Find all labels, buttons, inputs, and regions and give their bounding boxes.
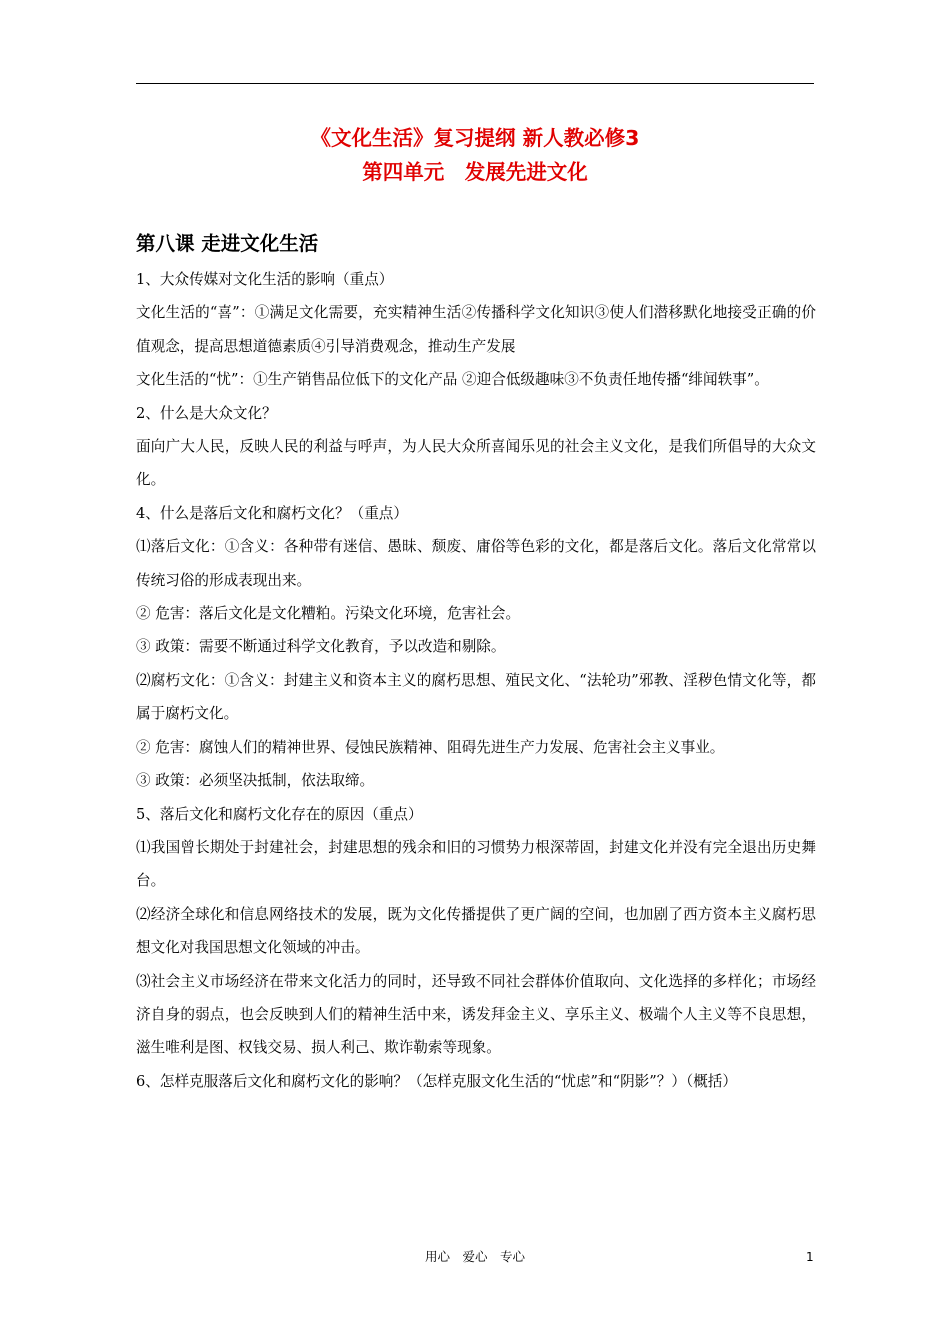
- paragraph: ② 危害：腐蚀人们的精神世界、侵蚀民族精神、阻碍先进生产力发展、危害社会主义事业。: [136, 738, 725, 756]
- paragraph: ② 危害：落后文化是文化糟粕。污染文化环境，危害社会。: [136, 605, 521, 623]
- paragraph: 1、大众传媒对文化生活的影响（重点）: [136, 271, 394, 288]
- paragraph: ③ 政策：必须坚决抵制，依法取缔。: [136, 772, 375, 790]
- paragraph: ⑶社会主义市场经济在带来文化活力的同时，还导致不同社会群体价值取向、文化选择的多样化；市场经济自身的弱点，也会反映到人们的精神生活中来，诱发拜金主义、享乐主义、极端个人主义等不良思想，滋生唯利是图、权钱交易、损人利己、欺诈勒索等现象。: [136, 972, 816, 1057]
- paragraph: 2、什么是大众文化？: [136, 404, 277, 422]
- paragraph: ⑴落后文化：①含义：各种带有迷信、愚昧、颓废、庸俗等色彩的文化，都是落后文化。落后文化常常以传统习俗的形成表现出来。: [136, 538, 816, 589]
- paragraph: ⑵腐朽文化：①含义：封建主义和资本主义的腐朽思想、殖民文化、“法轮功”邪教、淫秽色情文化等，都属于腐朽文化。: [136, 671, 816, 723]
- paragraph: 文化生活的“忧”：①生产销售品位低下的文化产品 ②迎合低级趣味③不负责任地传播“绯闻轶事”。: [136, 371, 769, 389]
- document-title: 《文化生活》复习提纲 新人教必修3: [310, 126, 640, 150]
- document-body: [136, 263, 816, 1098]
- paragraph: 6、怎样克服落后文化和腐朽文化的影响？（怎样克服文化生活的“忧虑”和“阴影”？）（概括）: [136, 1072, 737, 1090]
- unit-subtitle: 第四单元 发展先进文化: [362, 160, 588, 184]
- paragraph: ⑴我国曾长期处于封建社会，封建思想的残余和旧的习惯势力根深蒂固，封建文化并没有完全退出历史舞台。: [136, 838, 816, 890]
- paragraph: ③ 政策：需要不断通过科学文化教育，予以改造和剔除。: [136, 638, 506, 656]
- paragraph: ⑵经济全球化和信息网络技术的发展，既为文化传播提供了更广阔的空间，也加剧了西方资本主义腐朽思想文化对我国思想文化领域的冲击。: [136, 905, 816, 957]
- footer-motto: 用心 爱心 专心: [424, 1249, 525, 1264]
- paragraph: 4、什么是落后文化和腐朽文化？（重点）: [136, 504, 408, 522]
- paragraph: 5、落后文化和腐朽文化存在的原因（重点）: [136, 805, 423, 823]
- paragraph: 面向广大人民，反映人民的利益与呼声，为人民大众所喜闻乐见的社会主义文化，是我们所倡导的大众文化。: [136, 438, 816, 489]
- lesson-heading: 第八课 走进文化生活: [136, 232, 319, 255]
- page-number: 1: [806, 1250, 814, 1264]
- paragraph: 文化生活的“喜”：①满足文化需要，充实精神生活②传播科学文化知识③使人们潜移默化地接受正确的价值观念，提高思想道德素质④引导消费观念，推动生产发展: [136, 304, 816, 355]
- header-rule: [136, 83, 814, 84]
